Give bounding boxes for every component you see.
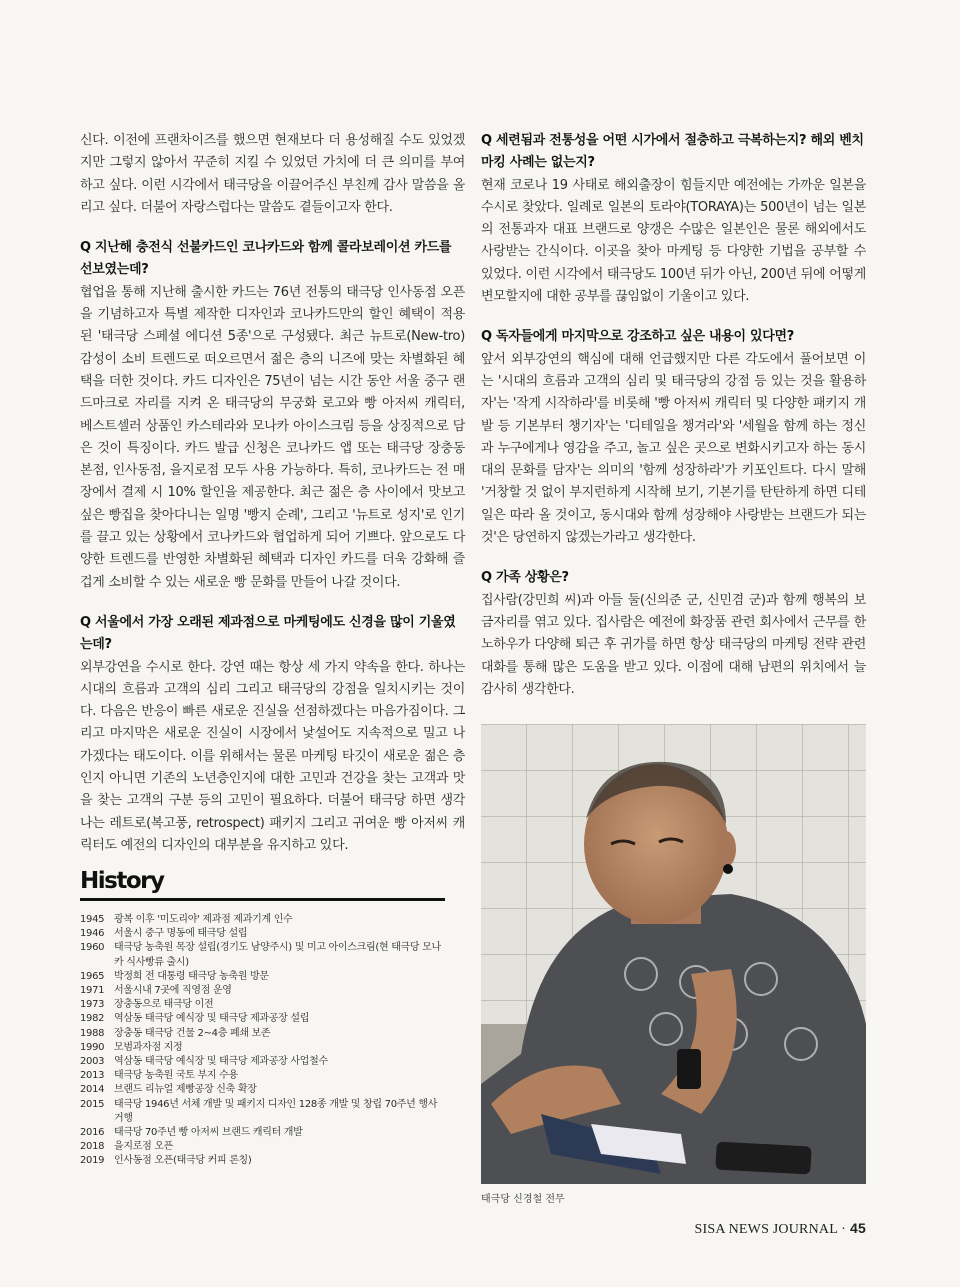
history-year: 2016 xyxy=(80,1127,105,1139)
history-year: 2014 xyxy=(80,1084,105,1096)
history-year: 1945 xyxy=(80,914,105,925)
history-item xyxy=(80,927,445,941)
portrait-photo xyxy=(481,724,866,1184)
history-text: 태극당 1946년 서체 개발 및 패키지 디자인 128종 개발 및 창립 70주년 행사 거행 xyxy=(114,1098,438,1124)
history-year: 1982 xyxy=(80,1013,105,1025)
history-text: 서울시내 7곳에 직영점 운영 xyxy=(114,985,232,997)
history-year: 2003 xyxy=(80,1056,105,1068)
history-item xyxy=(80,1012,445,1026)
history-year: 2015 xyxy=(80,1098,105,1110)
history-year: 1960 xyxy=(80,942,105,954)
history-item xyxy=(80,1098,445,1126)
history-item xyxy=(80,1083,445,1097)
history-text: 장충동 태극당 건물 2~4층 폐쇄 보존 xyxy=(114,1027,271,1039)
left-paragraph-3: 외부강연을 수시로 한다. 강연 때는 항상 세 가지 약속을 한다. 하나는 시대의 흐름과 고객의 심리 그리고 태극당의 강점을 일치시키는 것이다. 다음은 반응이 빠른 새로운 진실을 선점하겠다는 마음가짐이다. 그리고 마지막은 새로운 진실이 시장에서 낯설어도 지속적으로 밀고 나가겠다는 태도이다. 이를 위해서는 물론 마케팅 타깃이 새로운 젊은 층인지 아니면 기존의 노년층인지에 대한 고민과 건강을 찾는 고객과 맛을 찾는 고객의 구분 등의 고민이 필요하다. 더불어 태극당 하면 생각나는 레트로(복고풍, retrospect) 패키지 그리고 귀여운 빵 아저씨 캐릭터도 예전의 디자인의 대부분을 유지하고 있다. xyxy=(80,659,465,853)
right-question-2: Q 독자들에게 마지막으로 강조하고 싶은 내용이 있다면? xyxy=(481,329,795,345)
history-text: 박정희 전 대통령 태극당 농축원 방문 xyxy=(114,970,269,982)
history-item xyxy=(80,941,445,969)
right-question-1: Q 세련됨과 전통성을 어떤 시가에서 절충하고 극복하는지? 해외 벤치마킹 사례는 없는지? xyxy=(481,133,864,171)
portrait-illustration xyxy=(481,724,866,1184)
history-section xyxy=(80,868,445,1169)
page-footer xyxy=(695,1220,866,1238)
history-text: 광복 이후 '미도리야' 제과점 제과기계 인수 xyxy=(114,914,293,925)
history-item xyxy=(80,998,445,1012)
history-text: 역삼동 태극당 예식장 및 태극당 제과공장 설립 xyxy=(114,1013,310,1025)
history-year: 1988 xyxy=(80,1027,105,1039)
history-text: 서울시 중구 명동에 태극당 설립 xyxy=(114,928,248,940)
history-year: 1965 xyxy=(80,970,105,982)
history-year: 1990 xyxy=(80,1041,105,1053)
history-title: History xyxy=(80,868,164,894)
history-text: 브랜드 리뉴얼 제빵공장 신축 확장 xyxy=(114,1084,257,1096)
history-divider xyxy=(80,898,445,901)
history-item xyxy=(80,984,445,998)
history-item xyxy=(80,1069,445,1083)
left-paragraph-1: 신다. 이전에 프랜차이즈를 했으면 현재보다 더 용성해질 수도 있었겠지만 그렇지 않아서 꾸준히 지킬 수 있었던 가치에 더 큰 의미를 부여하고 싶다. 이런 시각에서 태극당을 이끌어주신 부친께 감사 말씀을 올리고 싶다. 더불어 자랑스럽다는 말씀도 곁들이고자 한다. xyxy=(80,133,465,215)
history-text: 장충동으로 태극당 이전 xyxy=(114,999,214,1011)
history-item xyxy=(80,1055,445,1069)
history-year: 2019 xyxy=(80,1155,105,1167)
page-number: 45 xyxy=(850,1220,866,1236)
history-item xyxy=(80,1140,445,1154)
left-question-2: Q 지난해 충전식 선불카드인 코나카드와 함께 콜라보레이션 카드를 선보였는데? xyxy=(80,240,452,278)
right-column xyxy=(481,130,866,701)
right-paragraph-3: 집사람(강민희 씨)과 아들 둘(신의준 군, 신민겸 군)과 함께 행복의 보금자리를 엮고 있다. 집사람은 예전에 화장품 관련 회사에서 근무를 한 노하우가 다양해 퇴근 후 귀가를 하면 항상 태극당의 마케팅 전략 관련 대화를 통해 많은 도움을 받고 있다. 이점에 대해 남편의 위치에서 늘 감사히 생각한다. xyxy=(481,592,866,697)
history-year: 2013 xyxy=(80,1070,105,1082)
history-text: 모범과자점 지정 xyxy=(114,1041,183,1053)
history-item xyxy=(80,1027,445,1041)
history-list xyxy=(80,913,445,1169)
history-year: 1971 xyxy=(80,985,105,997)
history-item xyxy=(80,1126,445,1140)
left-paragraph-2: 협업을 통해 지난해 출시한 카드는 76년 전통의 태극당 인사동점 오픈을 기념하고자 특별 제작한 디자인과 코나카드만의 할인 혜택이 적용된 '태극당 스페셜 에디션 5종'으로 구성됐다. 최근 뉴트로(New-tro) 감성이 소비 트렌드로 떠오르면서 젊은 층의 니즈에 맞는 차별화된 혜택을 더한 것이다. 카드 디자인은 75년이 넘는 시간 동안 서울 중구 랜드마크로 자리를 지켜 온 태극당의 무궁화 로고와 빵 아저씨 캐릭터, 베스트셀러 상품인 카스테라와 모나카 아이스크림 등을 상징적으로 담은 것이 특징이다. 카드 발급 신청은 코나카드 앱 또는 태극당 장충동 본점, 인사동점, 을지로점 모두 사용 가능하다. 특히, 코나카드는 전 매장에서 결제 시 10% 할인을 제공한다. 최근 젊은 층 사이에서 맛보고 싶은 빵집을 찾아다니는 일명 '빵지 순례', 그리고 '뉴트로 성지'로 인기를 끌고 있는 상황에서 코나카드와 협업하게 되어 기쁘다. 앞으로도 다양한 트렌드를 반영한 차별화된 혜택과 디자인 카드를 더욱 강화해 즐겁게 소비할 수 있는 새로운 빵 문화를 만들어 나갈 것이다. xyxy=(80,284,465,590)
history-item xyxy=(80,1041,445,1055)
left-column xyxy=(80,130,465,857)
history-item xyxy=(80,913,445,927)
history-text: 인사동점 오픈(태극당 커피 론칭) xyxy=(114,1155,252,1167)
journal-name: SISA NEWS JOURNAL · xyxy=(694,1222,847,1237)
right-question-3: Q 가족 상황은? xyxy=(481,570,569,586)
history-year: 1973 xyxy=(80,999,105,1011)
history-item xyxy=(80,970,445,984)
photo-caption: 태극당 신경철 전무 xyxy=(481,1194,565,1205)
history-year: 2018 xyxy=(80,1141,105,1153)
history-text: 역삼동 태극당 예식장 및 태극당 제과공장 사업철수 xyxy=(114,1056,328,1068)
history-text: 태극당 농축원 목장 설립(경기도 남양주시) 및 미고 아이스크림(현 태극당 모나카 식사빵류 출시) xyxy=(114,942,441,968)
left-question-3: Q 서울에서 가장 오래된 제과점으로 마케팅에도 신경을 많이 기울였는데? xyxy=(80,614,456,653)
history-text: 을지로점 오픈 xyxy=(114,1141,174,1153)
right-paragraph-1: 현재 코로나 19 사태로 해외출장이 힘들지만 예전에는 가까운 일본을 수시로 찾았다. 일례로 일본의 토라야(TORAYA)는 500년이 넘는 일본의 전통과자 대표 브랜드로 양갱은 수많은 일본인은 물론 해외에서도 사랑받는 간식이다. 이곳을 찾아 마케팅 등 다양한 기법을 공부할 수 있었다. 이런 시각에서 태극당도 100년 뒤가 아닌, 200년 뒤에 어떻게 변모할지에 대한 공부를 끊임없이 기울이고 있다. xyxy=(481,177,866,305)
right-paragraph-2: 앞서 외부강연의 핵심에 대해 언급했지만 다른 각도에서 풀어보면 이는 '시대의 흐름과 고객의 심리 및 태극당의 강점 등 있는 것을 활용하자'는 '작게 시작하라'를 비롯해 '빵 아저씨 캐릭터 및 다양한 패키지 개발 등 기본부터 챙기자'는 '디테일을 챙겨라'와 '세월을 함께 하는 정신과 누구에게나 영감을 주고, 놀고 싶은 곳으로 변화시키고자 하는 동시대의 문화를 담자'는 의미의 '함께 성장하라'가 키포인트다. 다시 말해 '거창할 것 없이 부지런하게 시작해 보기, 기본기를 탄탄하게 하면 디테일은 따라 올 것이고, 동시대와 함께 성장해야 사랑받는 브랜드가 되는 것'은 당연하지 않겠는가라고 생각한다. xyxy=(481,351,866,546)
history-item xyxy=(80,1154,445,1168)
history-text: 태극당 70주년 빵 아저씨 브랜드 캐릭터 개발 xyxy=(114,1127,303,1139)
history-year: 1946 xyxy=(80,928,105,940)
history-text: 태극당 농축원 국토 부지 수용 xyxy=(114,1070,238,1082)
